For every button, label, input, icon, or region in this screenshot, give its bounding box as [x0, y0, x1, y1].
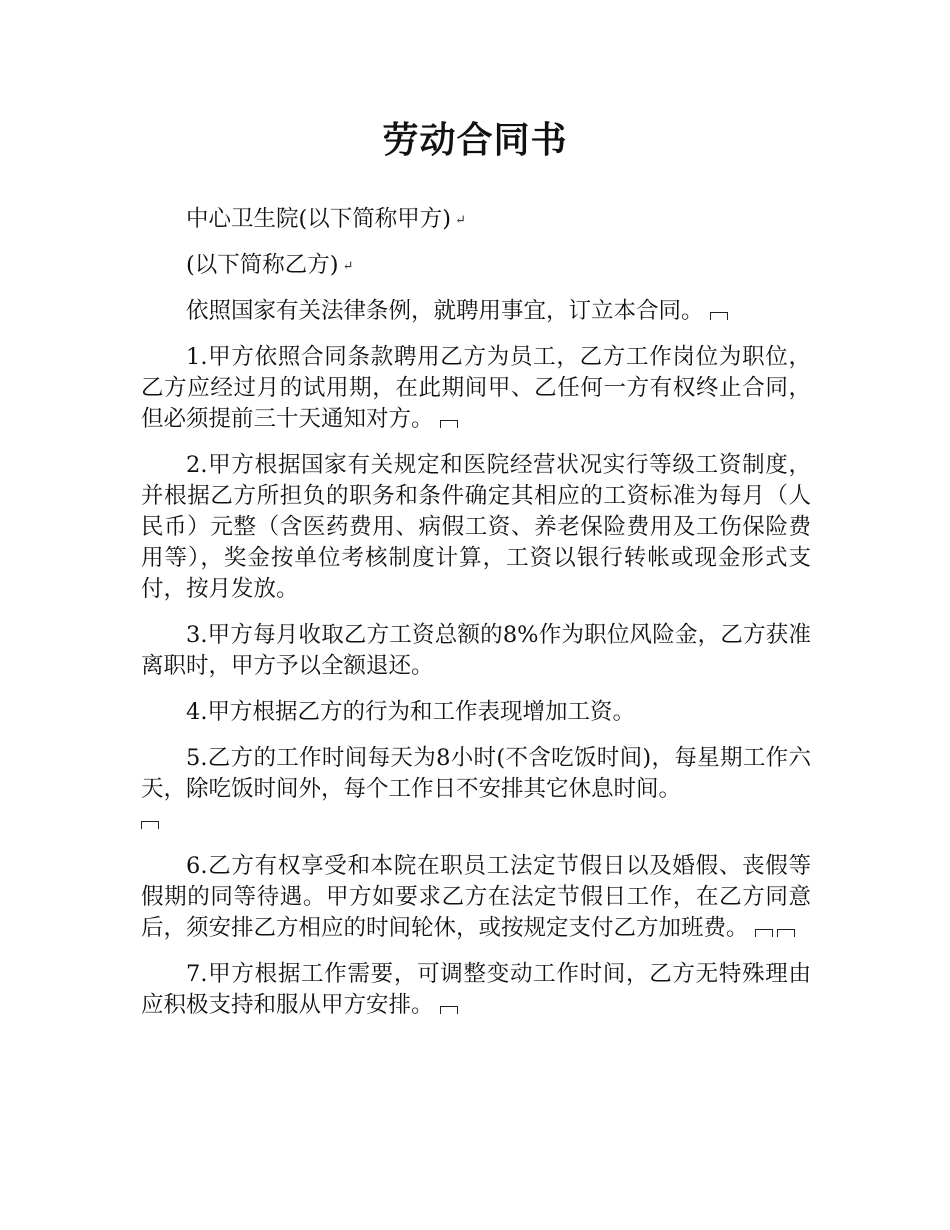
clause-4-text: 4.甲方根据乙方的行为和工作表现增加工资。 [186, 699, 635, 725]
party-b-line [141, 250, 811, 281]
paragraph-mark-icon [440, 420, 458, 428]
clause-5-tail [141, 805, 811, 836]
paragraph-mark-icon [343, 260, 354, 273]
party-a-text: 中心卫生院(以下简称甲方) [186, 206, 452, 232]
paragraph-mark-icon [141, 821, 159, 829]
clause-7-paragraph [141, 959, 811, 1021]
clause-6-paragraph [141, 851, 811, 944]
paragraph-mark-icon [777, 929, 795, 937]
clause-6-text: 6.乙方有权享受和本院在职员工法定节假日以及婚假、丧假等假期的同等待遇。甲方如要求乙方在法定节假日工作，在乙方同意后，须安排乙方相应的时间轮休，或按规定支付乙方加班费。 [141, 853, 811, 941]
intro-paragraph [141, 296, 811, 327]
paragraph-mark-icon [755, 929, 773, 937]
party-b-text: (以下简称乙方) [186, 252, 339, 278]
clause-4-paragraph [141, 697, 811, 728]
paragraph-mark-icon [710, 312, 728, 320]
clause-3-text: 3.甲方每月收取乙方工资总额的8%作为职位风险金，乙方获准离职时，甲方予以全额退还。 [141, 622, 811, 679]
document-title: 劳动合同书 [382, 120, 568, 161]
paragraph-mark-icon [455, 214, 466, 227]
clause-1-text: 1.甲方依照合同条款聘用乙方为员工，乙方工作岗位为职位，乙方应经过月的试用期，在此期间甲、乙任何一方有权终止合同，但必须提前三十天通知对方。 [141, 344, 811, 432]
clause-7-text: 7.甲方根据工作需要，可调整变动工作时间，乙方无特殊理由应积极支持和服从甲方安排。 [141, 961, 811, 1018]
party-a-line [141, 204, 811, 235]
clause-1-paragraph [141, 342, 811, 435]
intro-text: 依照国家有关法律条例，就聘用事宜，订立本合同。 [186, 298, 704, 324]
document-body [141, 204, 811, 1036]
clause-5-paragraph [141, 743, 811, 836]
paragraph-mark-icon [440, 1006, 458, 1014]
clause-2-text: 2.甲方根据国家有关规定和医院经营状况实行等级工资制度，并根据乙方所担负的职务和条件确定其相应的工资标准为每月（人民币）元整（含医药费用、病假工资、养老保险费用及工伤保险费用等），奖金按单位考核制度计算，工资以银行转帐或现金形式支付，按月发放。 [141, 452, 811, 602]
clause-3-paragraph [141, 620, 811, 682]
clause-5-text: 5.乙方的工作时间每天为8小时(不含吃饭时间)，每星期工作六天，除吃饭时间外，每个工作日不安排其它休息时间。 [141, 745, 811, 802]
clause-2-paragraph [141, 450, 811, 605]
